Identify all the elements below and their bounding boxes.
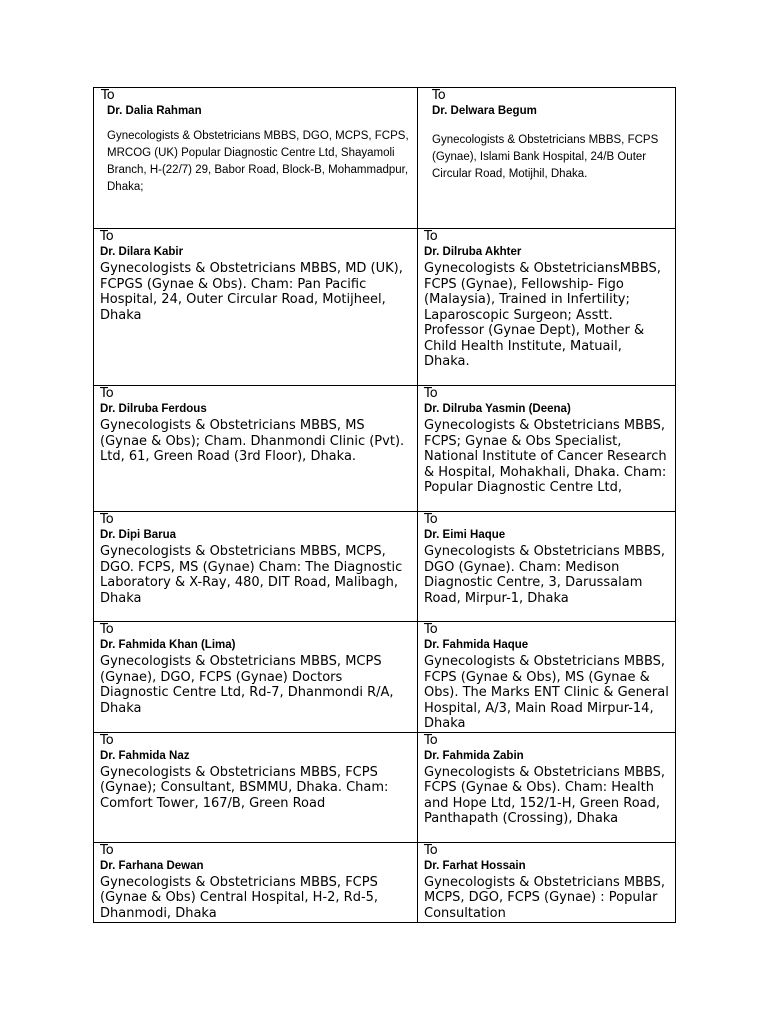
to-label: To xyxy=(424,842,438,858)
doctor-name: Dr. Farhana Dewan xyxy=(100,859,204,872)
doctor-details: Gynecologists & Obstetricians MBBS, MCPS, DGO. FCPS, MS (Gynae) Cham: The Diagnostic Laboratory & X-Ray, 480, DIT Road, Malibagh, Dhaka xyxy=(100,544,403,606)
doctor-details: Gynecologists & Obstetricians MBBS, MCPS, DGO, FCPS (Gynae) : Popular Consultation xyxy=(424,874,666,921)
to-label: To xyxy=(100,512,114,527)
doctor-name: Dr. Farhat Hossain xyxy=(424,859,526,872)
doctor-details: Gynecologists & ObstetriciansMBBS, FCPS (Gynae), Fellowship- Figo (Malaysia), Trained in Infertility; Laparoscopic Surgeon; Asstt. Professor (Gynae Dept), Mother & Child Health Institute, Matuail, Dhaka. xyxy=(424,261,661,369)
to-label: To xyxy=(432,88,446,103)
doctor-details: Gynecologists & Obstetricians MBBS, MS (Gynae & Obs); Cham. Dhanmondi Clinic (Pvt). Ltd, 61, Green Road (3rd Floor), Dhaka. xyxy=(100,418,405,464)
to-label: To xyxy=(100,622,114,637)
doctor-details: Gynecologists & Obstetricians MBBS, FCPS (Gynae & Obs). Cham: Health and Hope Ltd, 152/1-H, Green Road, Panthapath (Crossing), Dhaka xyxy=(424,764,666,826)
to-label: To xyxy=(100,386,114,401)
address-card xyxy=(94,842,418,922)
doctor-name: Dr. Dipi Barua xyxy=(100,529,177,541)
doctor-name: Dr. Dilruba Ferdous xyxy=(100,403,207,415)
address-card xyxy=(418,229,676,386)
to-label: To xyxy=(424,229,438,244)
address-card xyxy=(418,386,676,512)
doctor-details: Gynecologists & Obstetricians MBBS, MCPS (Gynae), DGO, FCPS (Gynae) Doctors Diagnostic Centre Ltd, Rd-7, Dhanmondi R/A, Dhaka xyxy=(100,654,394,716)
to-label: To xyxy=(100,842,114,858)
address-card xyxy=(94,622,418,733)
doctor-details: Gynecologists & Obstetricians MBBS, DGO (Gynae). Cham: Medison Diagnostic Centre, 3, Darussalam Road, Mirpur-1, Dhaka xyxy=(424,544,666,606)
address-card xyxy=(418,842,676,922)
doctor-name: Dr. Dalia Rahman xyxy=(107,105,202,117)
address-label-table xyxy=(93,87,676,923)
address-card xyxy=(94,88,418,229)
to-label: To xyxy=(100,732,114,748)
doctor-name: Dr. Fahmida Naz xyxy=(100,749,190,762)
address-card xyxy=(94,512,418,622)
to-label: To xyxy=(424,622,438,637)
address-card xyxy=(94,732,418,842)
doctor-name: Dr. Eimi Haque xyxy=(424,529,506,541)
doctor-name: Dr. Dilruba Yasmin (Deena) xyxy=(424,403,571,415)
address-card xyxy=(418,732,676,842)
doctor-name: Dr. Fahmida Haque xyxy=(424,639,529,651)
doctor-details: Gynecologists & Obstetricians MBBS, FCPS (Gynae & Obs) Central Hospital, H-2, Rd-5, Dhanmodi, Dhaka xyxy=(100,874,379,921)
doctor-name: Dr. Fahmida Khan (Lima) xyxy=(100,639,236,651)
doctor-name: Dr. Dilruba Akhter xyxy=(424,246,522,258)
doctor-name: Dr. Delwara Begum xyxy=(432,105,537,117)
doctor-details: Gynecologists & Obstetricians MBBS, FCPS (Gynae), Islami Bank Hospital, 24/B Outer Circular Road, Motijhil, Dhaka. xyxy=(432,134,659,180)
address-card xyxy=(94,386,418,512)
doctor-details: Gynecologists & Obstetricians MBBS, FCPS (Gynae); Consultant, BSMMU, Dhaka. Cham: Comfort Tower, 167/B, Green Road xyxy=(100,764,389,811)
to-label: To xyxy=(424,732,438,748)
to-label: To xyxy=(424,386,438,401)
address-card xyxy=(418,622,676,733)
address-card xyxy=(94,229,418,386)
doctor-details: Gynecologists & Obstetricians MBBS, DGO, MCPS, FCPS, MRCOG (UK) Popular Diagnostic Centre Ltd, Shayamoli Branch, H-(22/7) 29, Babor Road, Block-B, Mohammadpur, Dhaka; xyxy=(107,130,409,193)
to-label: To xyxy=(100,229,114,244)
to-label: To xyxy=(101,88,115,103)
doctor-name: Dr. Fahmida Zabin xyxy=(424,749,524,762)
doctor-details: Gynecologists & Obstetricians MBBS, FCPS (Gynae & Obs), MS (Gynae & Obs). The Marks ENT Clinic & General Hospital, A/3, Main Road Mirpur-14, Dhaka xyxy=(424,654,669,731)
address-card xyxy=(418,512,676,622)
to-label: To xyxy=(424,512,438,527)
doctor-details: Gynecologists & Obstetricians MBBS, FCPS; Gynae & Obs Specialist, National Institute of Cancer Research & Hospital, Mohakhali, Dhaka. Cham: Popular Diagnostic Centre Ltd, xyxy=(424,418,667,495)
address-card xyxy=(418,88,676,229)
doctor-name: Dr. Dilara Kabir xyxy=(100,246,184,258)
doctor-details: Gynecologists & Obstetricians MBBS, MD (UK), FCPGS (Gynae & Obs). Cham: Pan Pacific Hospital, 24, Outer Circular Road, Motijheel, Dhaka xyxy=(100,261,403,323)
